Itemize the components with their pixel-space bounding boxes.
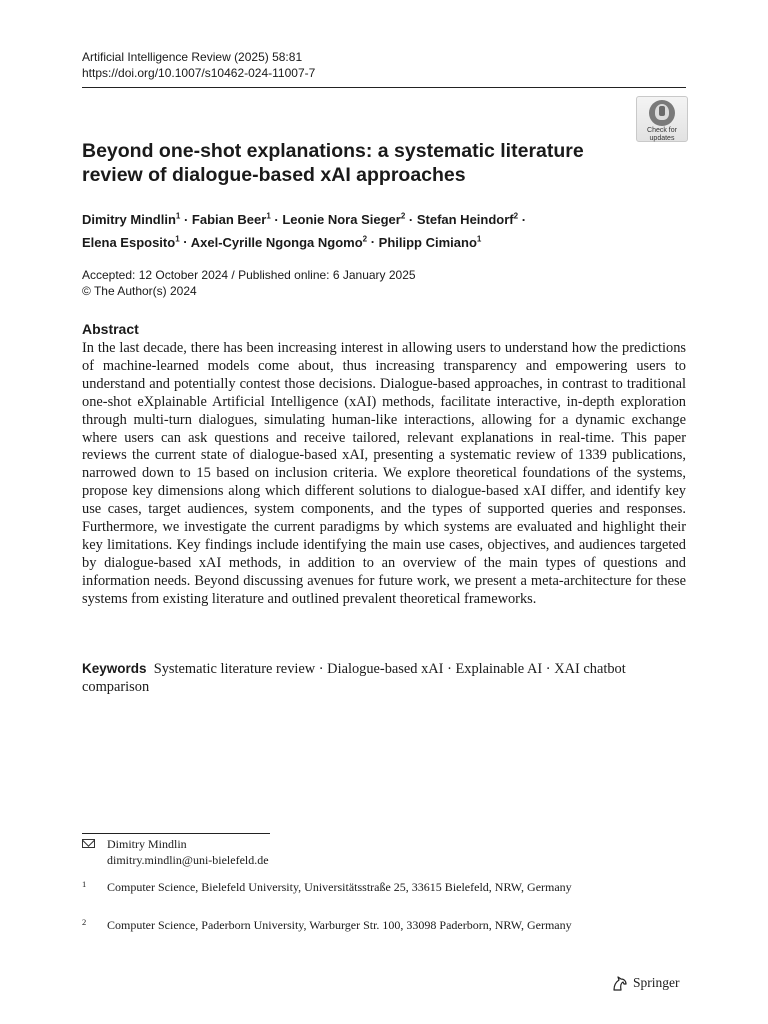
keyword: XAI chatbot comparison bbox=[82, 661, 626, 695]
author-list: Dimitry Mindlin$^1$ · Fabian Beer$^1$ · Leonie Nora Sieger$^2$ · Stefan Heindorf$^2$ · Elena Esposito$^1$ · Axel-Cyrille Ngonga Ngomo$^2$ · Philipp Cimiano$^1$ bbox=[82, 212, 527, 250]
check-updates-line1: Check for bbox=[647, 127, 677, 134]
publication-dates bbox=[82, 268, 416, 299]
affiliation-number: 2 bbox=[82, 917, 87, 927]
copyright-notice: © The Author(s) 2024 bbox=[82, 283, 197, 298]
envelope-icon bbox=[82, 839, 95, 848]
check-updates-icon bbox=[649, 100, 675, 126]
journal-citation: Artificial Intelligence Review (2025) 58:81 bbox=[82, 50, 303, 64]
doi-link[interactable]: https://doi.org/10.1007/s10462-024-11007-7 bbox=[82, 66, 316, 80]
affiliation-text: Computer Science, Paderborn University, Warburger Str. 100, 33098 Paderborn, NRW, Germany bbox=[107, 918, 572, 932]
abstract-text: In the last decade, there has been increasing interest in allowing users to understand how the predictions of machine-learned models come about, thus increasing transparency and empowering users to understand and potentially contest those decisions. Dialogue-based approaches, in contrast to traditional one-shot eXplainable Artificial Intelligence (xAI) methods, facilitate interactive, in-depth exploration through multi-turn dialogues, simulating human-like interactions, allowing for a dynamic exchange where users can ask questions and receive tailored, relevant explanations in real-time. This paper reviews the current state of dialogue-based xAI, presenting a systematic review of 1339 publications, narrowed down to 15 based on inclusion criteria. We explore theoretical foundations of the systems, propose key dimensions along which different solutions to dialogue-based xAI differ, and identify key use cases, target audiences, system components, and the types of supported queries and responses. Furthermore, we investigate the current paradigms by which systems are evaluated and highlight their key limitations. Key findings include identifying the main use cases, objectives, and audiences targeted by dialogue-based xAI methods, in addition to an overview of the main types of questions and information needs. Beyond discussing avenues for future work, we present a meta-architecture for these systems from existing literature and outlined prevalent theoretical frameworks. bbox=[82, 340, 686, 607]
keyword: Explainable AI bbox=[455, 661, 543, 677]
author[interactable]: Fabian Beer$^1$ bbox=[191, 212, 271, 228]
author[interactable]: Leonie Nora Sieger$^2$ bbox=[282, 212, 406, 228]
abstract-heading: Abstract bbox=[82, 321, 139, 337]
publisher-logo bbox=[611, 974, 680, 992]
publisher-name: Springer bbox=[633, 975, 680, 990]
keywords-label: Keywords bbox=[82, 661, 147, 676]
journal-header bbox=[82, 49, 315, 81]
affiliation-text: Computer Science, Bielefeld University, Universitätsstraße 25, 33615 Bielefeld, NRW, Germany bbox=[107, 880, 572, 894]
keywords-section: Keywords Systematic literature review · Dialogue-based xAI · Explainable AI · XAI chatbot comparison bbox=[82, 661, 626, 695]
author[interactable]: Stefan Heindorf$^2$ bbox=[416, 212, 519, 228]
header-divider bbox=[82, 87, 686, 88]
keyword: Dialogue-based xAI bbox=[327, 661, 444, 677]
check-updates-line2: updates bbox=[649, 135, 675, 142]
author[interactable]: Elena Esposito$^1$ bbox=[82, 234, 180, 250]
accepted-published-date: Accepted: 12 October 2024 / Published online: 6 January 2025 bbox=[82, 268, 416, 282]
affiliation-number: 1 bbox=[82, 879, 87, 889]
author[interactable]: Philipp Cimiano$^1$ bbox=[378, 234, 482, 250]
corresponding-author-name: Dimitry Mindlin bbox=[107, 837, 187, 851]
footnote-divider bbox=[82, 833, 270, 834]
check-for-updates-badge[interactable] bbox=[636, 96, 688, 142]
author[interactable]: Dimitry Mindlin$^1$ bbox=[82, 212, 181, 228]
corresponding-author bbox=[107, 836, 269, 868]
keyword: Systematic literature review bbox=[153, 661, 316, 677]
springer-horse-icon bbox=[611, 975, 628, 992]
corresponding-author-email[interactable]: dimitry.mindlin@uni-bielefeld.de bbox=[107, 853, 269, 867]
paper-title: Beyond one-shot explanations: a systematic literature review of dialogue-based xAI approaches bbox=[82, 140, 584, 186]
author[interactable]: Axel-Cyrille Ngonga Ngomo$^2$ bbox=[190, 234, 368, 250]
